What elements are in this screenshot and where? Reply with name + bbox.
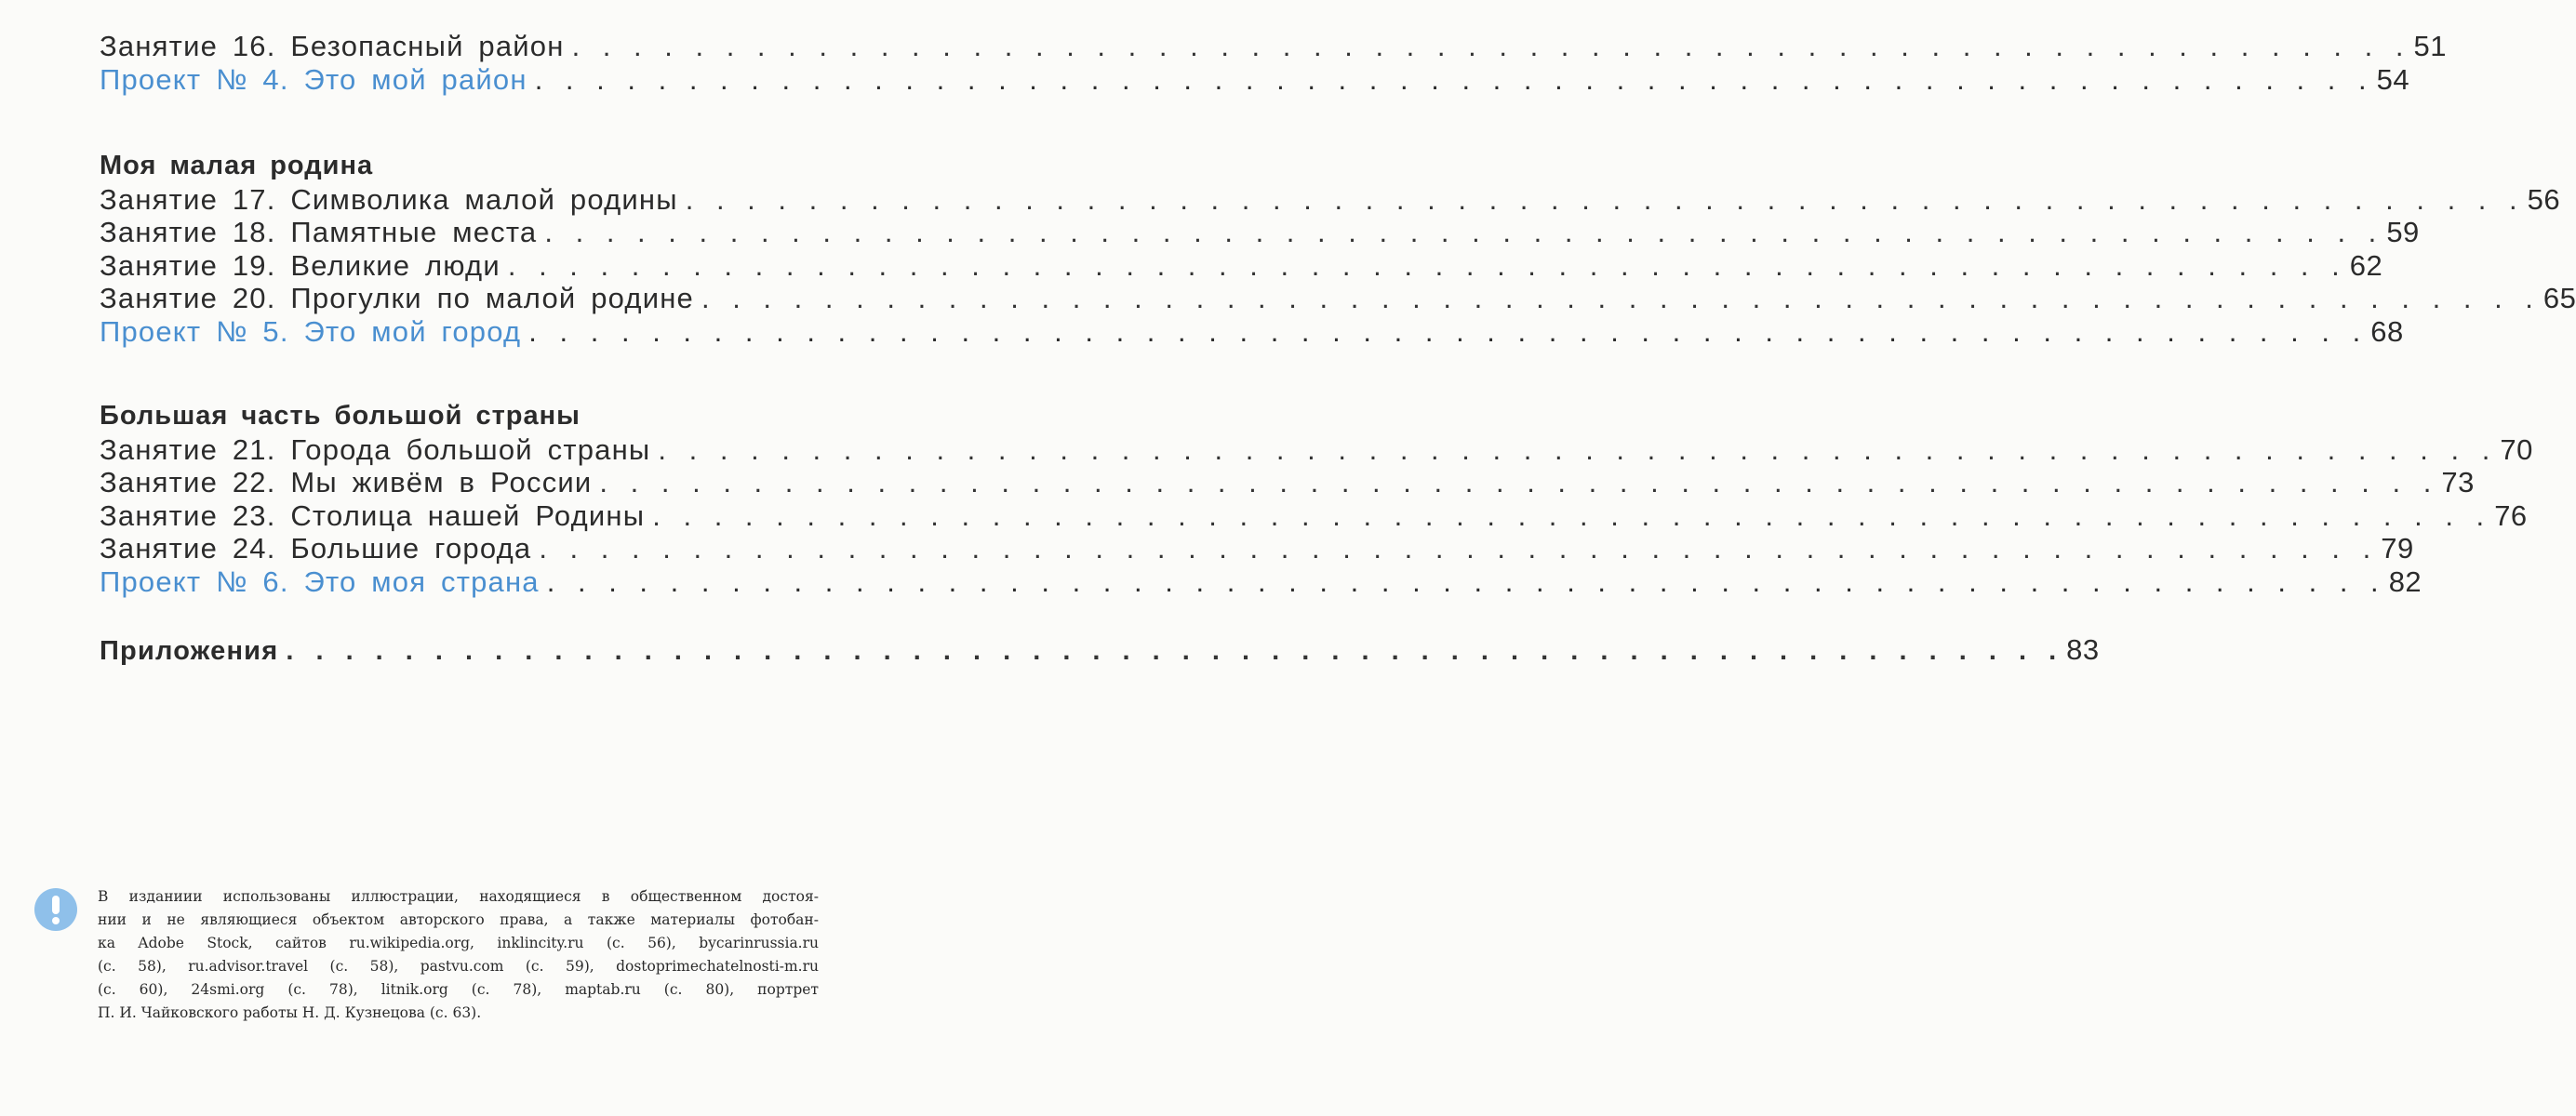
credits-line: В изданиии использованы иллюстрации, находящиеся в общественном достоя-: [98, 888, 819, 905]
toc-leader: . . . . . . . . . . . . . . . . . . . . . . . . . . . . . . . . . . . . . . . . . . . . . . . . . . . . . . . . . . . .: [528, 314, 2366, 348]
toc-entry-label: Проект № 5. Это мой город: [100, 314, 522, 348]
toc-leader: . . . . . . . . . . . . . . . . . . . . . . . . . . . . . . . . . . . . . . . . . . . . . . . . . . . . . . . . . . . .: [534, 62, 2371, 96]
toc-leader: . . . . . . . . . . . . . . . . . . . . . . . . . . . . . . . . . . . . . . . . . . . . . . . . . . . . . . . . . . . .: [652, 498, 2489, 532]
image-credits-note: [34, 885, 825, 1025]
toc-leader: . . . . . . . . . . . . . . . . . . . . . . . . . . . . . . . . . . . . . . . . . . . . . . . . . . . . . . . . . . . .: [544, 216, 2382, 248]
toc-entry-label: Занятие 24. Большие города: [100, 532, 532, 565]
toc-page-number: 70: [2500, 432, 2533, 466]
toc-entry-label: Приложения: [100, 636, 279, 666]
toc-page-number: 65: [2543, 282, 2576, 314]
toc-entry[interactable]: [100, 30, 2447, 63]
toc-entry-label: Занятие 17. Символика малой родины: [100, 182, 678, 216]
toc-entry-appendix[interactable]: [100, 633, 2100, 667]
toc-page-number: 56: [2527, 182, 2561, 216]
toc-entry[interactable]: [100, 248, 2383, 283]
toc-entry[interactable]: [100, 216, 2420, 249]
toc-leader: . . . . . . . . . . . . . . . . . . . . . . . . . . . . . . . . . . . . . . . . . . . . . . . . . . . . . . . . . . . .: [701, 282, 2538, 314]
toc-leader: . . . . . . . . . . . . . . . . . . . . . . . . . . . . . . . . . . . . . . . . . . . . . . . . . . . . . . . . . . . .: [546, 565, 2383, 598]
credits-line: нии и не являющиеся объектом авторского права, а также материалы фотобан-: [98, 911, 819, 928]
toc-page-number: 83: [2066, 633, 2100, 666]
toc-page-number: 68: [2370, 314, 2404, 348]
toc-leader: . . . . . . . . . . . . . . . . . . . . . . . . . . . . . . . . . . . . . . . . . . . . . . . . . . . . . . . . . . . .: [658, 432, 2495, 466]
toc-entry-label: Занятие 19. Великие люди: [100, 248, 501, 282]
toc-entry-label: Занятие 18. Памятные места: [100, 216, 538, 248]
toc-page-number: 51: [2413, 30, 2447, 62]
toc-leader: . . . . . . . . . . . . . . . . . . . . . . . . . . . . . . . . . . . . . . . . . . . . . . . . . . . . . . . . . . . .: [685, 182, 2522, 216]
table-of-contents: [100, 30, 2576, 667]
toc-entry-project[interactable]: [100, 314, 2404, 349]
toc-entry[interactable]: [100, 432, 2533, 467]
toc-page-number: 82: [2388, 565, 2423, 598]
toc-entry-project[interactable]: [100, 62, 2410, 97]
toc-leader: . . . . . . . . . . . . . . . . . . . . . . . . . . . . . . . . . . . . . . . . . . . . . . . . . . . . . . . . . . . .: [599, 466, 2436, 498]
toc-entry-label: Проект № 4. Это мой район: [100, 62, 527, 96]
toc-page-number: 79: [2381, 532, 2414, 565]
toc-entry[interactable]: [100, 282, 2576, 315]
credits-line: (с. 58), ru.advisor.travel (с. 58), pastvu.com (с. 59), dostoprimechatelnosti-m.ru: [98, 958, 819, 975]
exclamation-icon: [34, 888, 77, 931]
toc-entry-label: Занятие 20. Прогулки по малой родине: [100, 282, 694, 314]
toc-leader: . . . . . . . . . . . . . . . . . . . . . . . . . . . . . . . . . . . . . . . . . . . . . . . . . . . . . . . . . . . .: [571, 30, 2409, 62]
toc-entry[interactable]: [100, 182, 2561, 217]
toc-leader: . . . . . . . . . . . . . . . . . . . . . . . . . . . . . . . . . . . . . . . . . . . . . . . . . . . . . . . . . . . .: [286, 636, 2062, 666]
credits-line: ка Adobe Stock, сайтов ru.wikipedia.org, inklincity.ru (с. 56), bycarinrussia.ru: [98, 935, 819, 951]
section-title: Моя малая родина: [100, 151, 374, 180]
toc-entry-project[interactable]: [100, 565, 2423, 599]
toc-entry-label: Занятие 21. Города большой страны: [100, 432, 651, 466]
toc-leader: . . . . . . . . . . . . . . . . . . . . . . . . . . . . . . . . . . . . . . . . . . . . . . . . . . . . . . . . . . . .: [507, 248, 2344, 282]
toc-leader: . . . . . . . . . . . . . . . . . . . . . . . . . . . . . . . . . . . . . . . . . . . . . . . . . . . . . . . . . . . .: [539, 532, 2376, 565]
toc-page-number: 59: [2386, 216, 2420, 248]
toc-entry[interactable]: [100, 466, 2475, 499]
toc-entry[interactable]: [100, 532, 2414, 565]
toc-page-number: 54: [2376, 62, 2410, 96]
toc-entry-label: Занятие 22. Мы живём в России: [100, 466, 593, 498]
toc-entry-label: Занятие 23. Столица нашей Родины: [100, 498, 646, 532]
credits-line: (с. 60), 24smi.org (с. 78), litnik.org (с. 78), maptab.ru (с. 80), портрет: [98, 981, 819, 998]
credits-line: П. И. Чайковского работы Н. Д. Кузнецова (с. 63).: [98, 1004, 482, 1021]
toc-page-number: 76: [2494, 498, 2528, 532]
credits-text: [98, 885, 819, 1025]
toc-entry-label: Занятие 16. Безопасный район: [100, 30, 565, 62]
toc-page-number: 62: [2349, 248, 2383, 282]
toc-page-number: 73: [2441, 466, 2475, 498]
section-title: Большая часть большой страны: [100, 401, 581, 431]
toc-entry-label: Проект № 6. Это моя страна: [100, 565, 540, 598]
toc-entry[interactable]: [100, 498, 2528, 533]
